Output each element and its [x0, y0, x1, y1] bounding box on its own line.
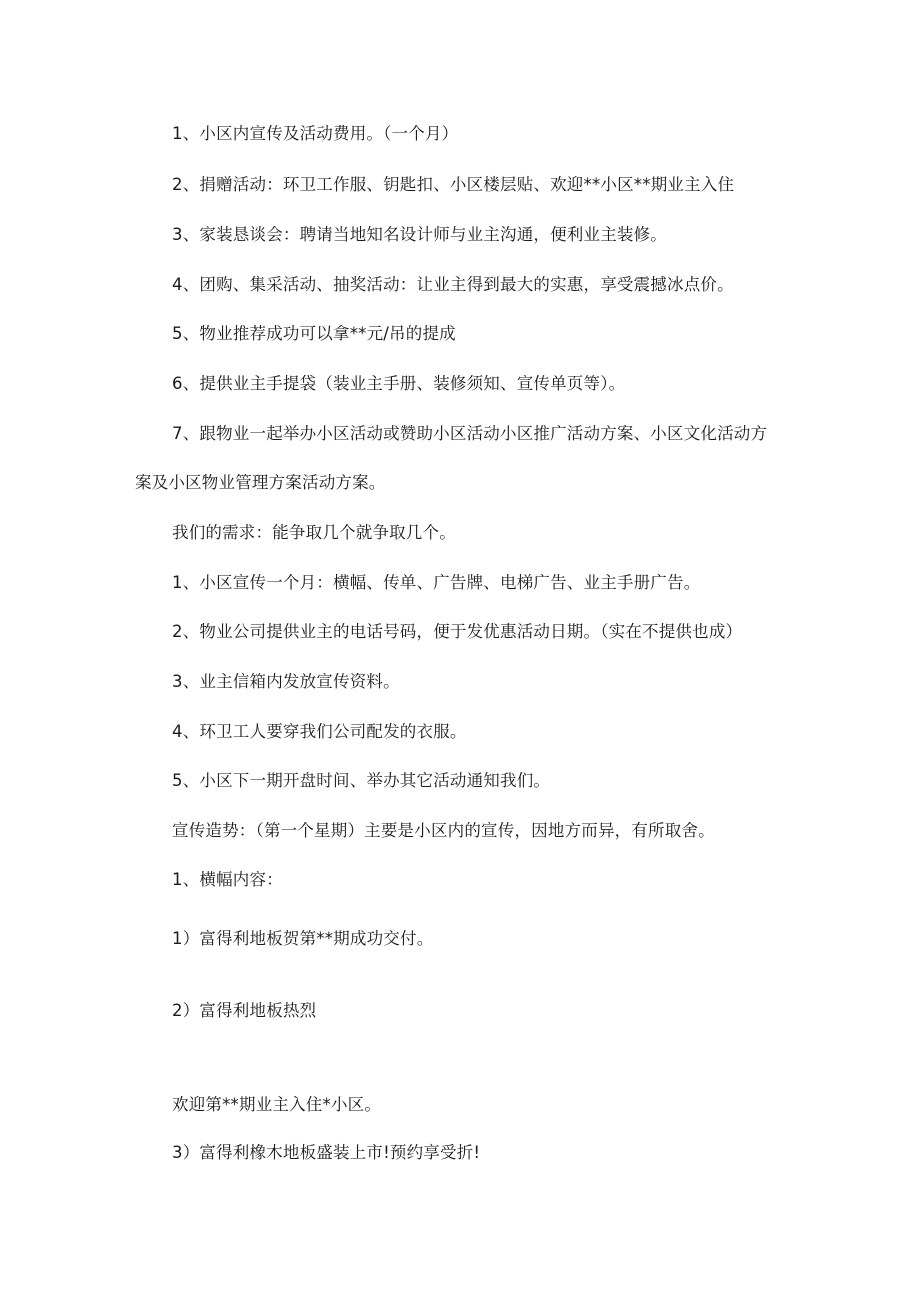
- need-item-2: 2、物业公司提供业主的电话号码，便于发优惠活动日期。（实在不提供也成）: [172, 622, 743, 641]
- need-item-4: 4、环卫工人要穿我们公司配发的衣服。: [172, 722, 467, 741]
- banner-item-2-continued: 欢迎第**期业主入住*小区。: [172, 1095, 382, 1114]
- banner-item-3: 3）富得利橡木地板盛装上市!预约享受折!: [172, 1143, 481, 1162]
- paragraph-2: 2、捐赠活动：环卫工作服、钥匙扣、小区楼层贴、欢迎**小区**期业主入住: [172, 175, 735, 194]
- paragraph-6: 6、提供业主手提袋（装业主手册、装修须知、宣传单页等）。: [172, 374, 626, 393]
- paragraph-4: 4、团购、集采活动、抽奖活动：让业主得到最大的实惠，享受震撼冰点价。: [172, 275, 734, 294]
- need-item-3: 3、业主信箱内发放宣传资料。: [172, 672, 400, 691]
- paragraph-3: 3、家装恳谈会：聘请当地知名设计师与业主沟通，便利业主装修。: [172, 225, 667, 244]
- needs-heading: 我们的需求：能争取几个就争取几个。: [172, 523, 456, 542]
- paragraph-1: 1、小区内宣传及活动费用。（一个月）: [172, 124, 459, 143]
- banner-item-2: 2）富得利地板热烈: [172, 1001, 317, 1020]
- paragraph-7: 7、跟物业一起举办小区活动或赞助小区活动小区推广活动方案、小区文化活动方: [172, 424, 768, 443]
- paragraph-5: 5、物业推荐成功可以拿**元/吊的提成: [172, 324, 456, 343]
- banner-heading: 1、横幅内容：: [172, 870, 283, 889]
- paragraph-7-continued: 案及小区物业管理方案活动方案。: [135, 473, 386, 492]
- need-item-5: 5、小区下一期开盘时间、举办其它活动通知我们。: [172, 771, 551, 790]
- need-item-1: 1、小区宣传一个月：横幅、传单、广告牌、电梯广告、业主手册广告。: [172, 573, 701, 592]
- banner-item-1: 1）富得利地板贺第**期成功交付。: [172, 929, 434, 948]
- promotion-heading: 宣传造势：（第一个星期）主要是小区内的宣传，因地方而异，有所取舍。: [172, 821, 715, 840]
